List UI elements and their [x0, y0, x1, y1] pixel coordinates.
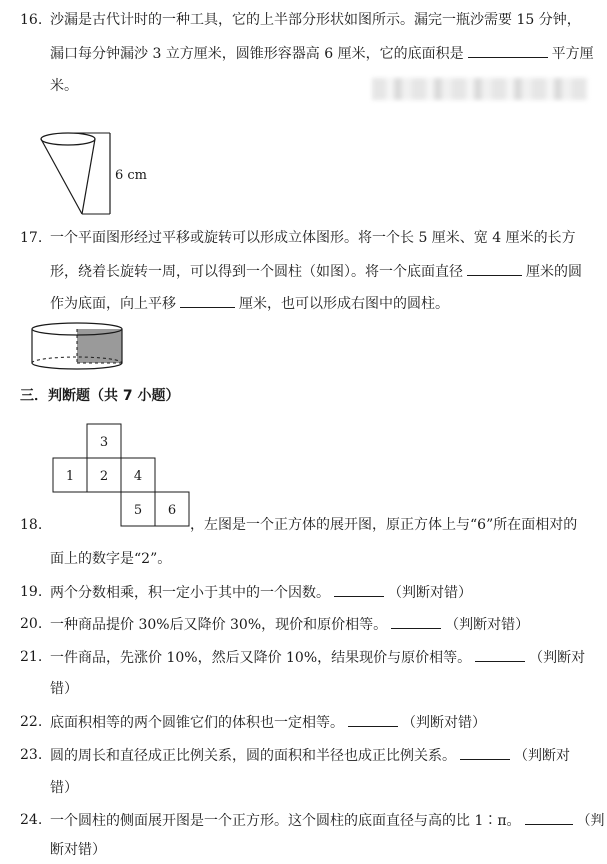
- blurred-watermark: [372, 78, 588, 100]
- question-number: 20.: [20, 616, 43, 632]
- net-label: 4: [133, 469, 143, 484]
- answer-blank[interactable]: [460, 745, 510, 760]
- answer-blank[interactable]: [348, 712, 398, 727]
- question-number: 22.: [20, 714, 43, 730]
- question-text: 厘米，也可以形成右图中的圆柱。: [239, 296, 449, 312]
- net-label: 1: [65, 469, 75, 484]
- answer-blank[interactable]: [475, 647, 525, 662]
- height-label: 6 cm: [115, 168, 148, 183]
- question-text: 底面积相等的两个圆锥它们的体积也一定相等。: [50, 715, 344, 731]
- judge-hint: （判断对错）: [388, 585, 472, 601]
- section-heading: 三．判断题（共 7 小题）: [20, 388, 180, 404]
- cone-base-ellipse: [41, 133, 95, 145]
- judge-hint: （判: [576, 813, 605, 829]
- answer-blank[interactable]: [525, 810, 573, 825]
- question-16-line3: [50, 76, 78, 96]
- answer-blank[interactable]: [468, 43, 548, 58]
- question-number: 18.: [20, 517, 43, 533]
- question-text: 平方厘: [551, 46, 594, 62]
- judge-hint: （判断对: [514, 748, 570, 764]
- question-number: 19.: [20, 584, 43, 600]
- question-text: 一种商品提价 30%后又降价 30%，现价和原价相等。: [50, 617, 388, 633]
- question-text: 作为底面，向上平移: [50, 296, 176, 312]
- question-text: 一件商品，先涨价 10%，然后又降价 10%，结果现价与原价相等。: [50, 650, 472, 666]
- question-number: 23.: [20, 747, 43, 763]
- question-text: 一个平面图形经过平移或旋转可以形成立体图形。将一个长 5 厘米、宽 4 厘米的长方: [50, 230, 576, 246]
- cone-left-edge: [41, 139, 82, 214]
- judge-hint: （判断对: [529, 650, 586, 666]
- question-18-line2: [50, 549, 171, 569]
- cylinder-bottom-front: [32, 363, 122, 369]
- answer-blank[interactable]: [467, 261, 522, 276]
- question-16-line2: [50, 43, 594, 64]
- net-label: 5: [133, 503, 143, 518]
- net-label: 2: [99, 469, 109, 484]
- cube-net-figure: [45, 422, 195, 532]
- question-number: 24.: [20, 812, 43, 828]
- question-text: 一个圆柱的侧面展开图是一个正方形。这个圆柱的底面直径与高的比 1∶π。: [50, 813, 521, 829]
- question-text: 圆的周长和直径成正比例关系，圆的面积和半径也成正比例关系。: [50, 748, 456, 764]
- question-text: 形，绕着长旋转一周，可以得到一个圆柱（如图）。将一个底面直径: [50, 264, 463, 280]
- question-text: 面上的数字是“2”。: [50, 551, 172, 567]
- judge-hint: 错）: [50, 780, 78, 796]
- judge-hint: 错）: [50, 681, 78, 697]
- question-24-line2: [50, 840, 106, 860]
- answer-blank[interactable]: [180, 293, 235, 308]
- question-number: 21.: [20, 649, 43, 665]
- question-text: 漏口每分钟漏沙 3 立方厘米，圆锥形容器高 6 厘米，它的底面积是: [50, 46, 464, 62]
- question-23-line2: [50, 778, 78, 798]
- question-21-line2: [50, 679, 78, 699]
- cone-figure: [30, 128, 160, 223]
- judge-hint: （判断对错）: [445, 617, 530, 633]
- question-text: 厘米的圆: [526, 264, 582, 280]
- cylinder-figure: [30, 322, 130, 378]
- judge-hint: （判断对错）: [402, 715, 486, 731]
- question-number: 16.: [20, 12, 43, 28]
- net-label: 3: [99, 435, 109, 450]
- judge-hint: 断对错）: [50, 842, 106, 858]
- question-text: ，左图是一个正方体的展开图，原正方体上与“6”所在面相对的: [190, 517, 578, 533]
- answer-blank[interactable]: [391, 614, 441, 629]
- question-text: 米。: [50, 78, 78, 94]
- question-17-line3: [50, 293, 449, 314]
- cone-right-edge: [82, 139, 95, 214]
- question-17-line2: [50, 261, 582, 282]
- question-text: 两个分数相乘，积一定小于其中的一个因数。: [50, 585, 330, 601]
- question-number: 17.: [20, 230, 43, 246]
- net-label: 6: [167, 503, 177, 518]
- answer-blank[interactable]: [334, 582, 384, 597]
- question-text: 沙漏是古代计时的一种工具，它的上半部分形状如图所示。漏完一瓶沙需要 15 分钟，: [50, 12, 581, 28]
